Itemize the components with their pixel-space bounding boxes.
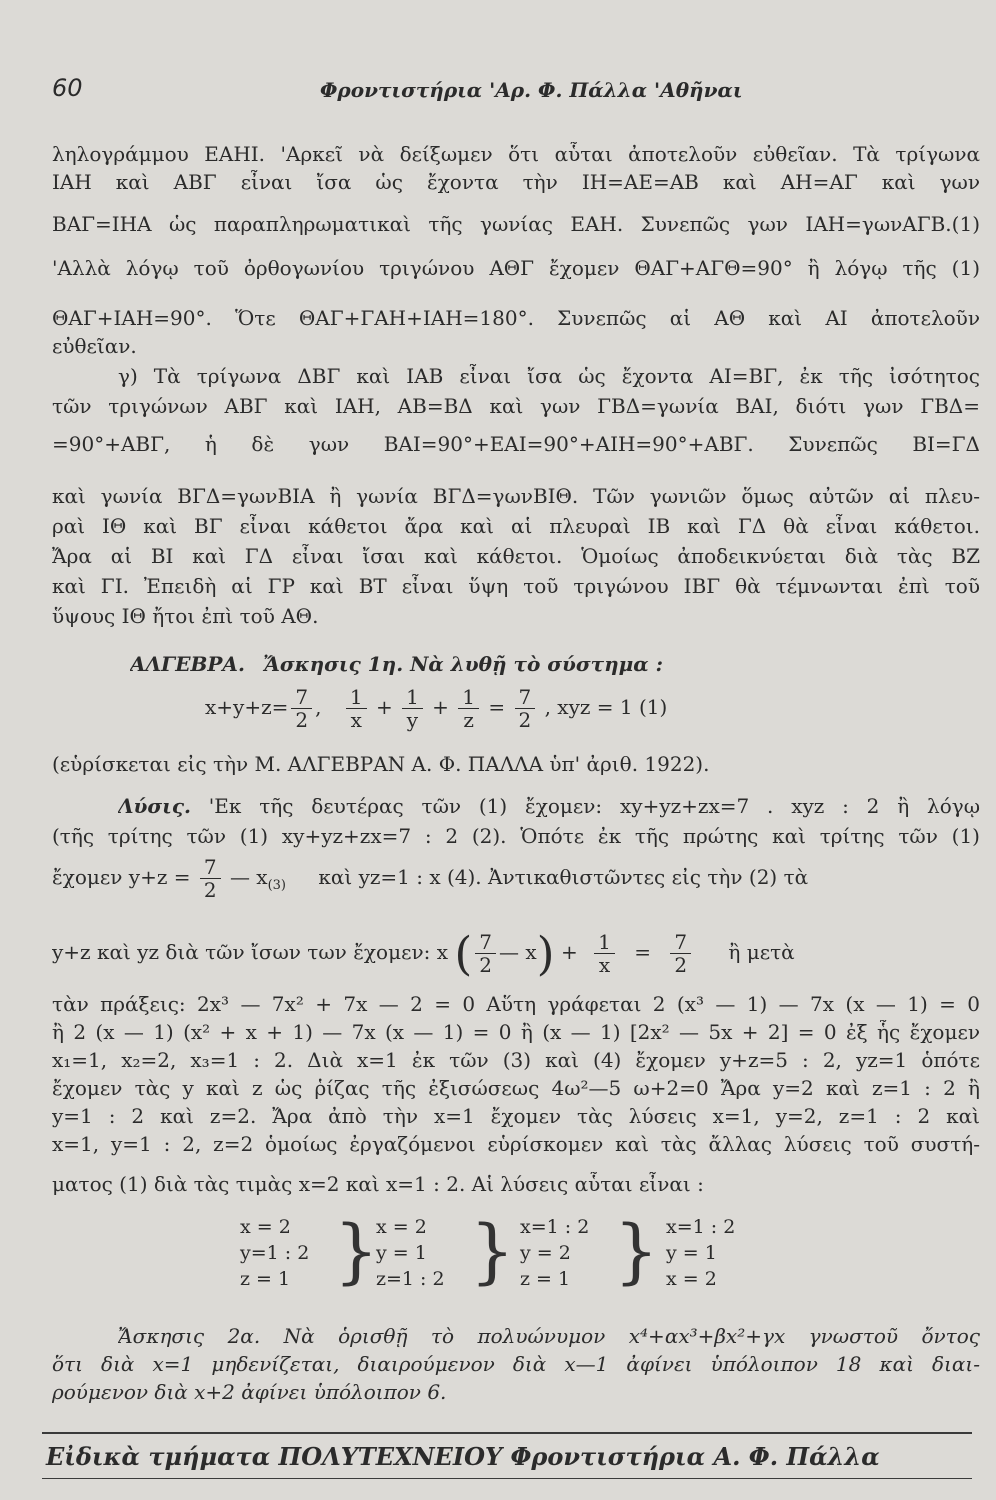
solution-line: ἢ 2 (x — 1) (x² + x + 1) — 7x (x — 1) = 0 ἢ (x — 1) [2x² — 5x + 2] = 0 ἐξ ἧς ἔχομεν	[52, 1020, 980, 1044]
fraction: $\frac{1}{y}$	[402, 686, 423, 731]
section-title: ΑΛΓΕΒΡΑ.	[130, 652, 245, 676]
footer-rule	[42, 1432, 972, 1434]
solution-set: x=1 : 2 y = 2 z = 1	[520, 1216, 590, 1290]
solution-line: ἔχομεν y+z = $\frac{7}{2}$ — $x_{(3)}$ καὶ yz=1 : x (4). Ἀντικαθιστῶντες εἰς τὴν (2) τὰ	[52, 855, 809, 902]
solution-line: τὰν πράξεις: 2x³ — 7x² + 7x — 2 = 0 Αὕτη γράφεται 2 (x³ — 1) — 7x (x — 1) = 0	[52, 992, 980, 1016]
solution-line: y=1 : 2 καὶ z=2. Ἄρα ἀπὸ τὴν x=1 ἔχομεν τὰς λύσεις x=1, y=2, z=1 : 2 καὶ	[52, 1104, 980, 1128]
running-head: Φροντιστήρια 'Αρ. Φ. Πάλλα 'Αθῆναι	[320, 78, 743, 102]
fraction: $\frac{7}{2}$	[291, 686, 312, 731]
brace: }	[334, 1210, 379, 1292]
text-line: ληλογράμμου ΕΑΗΙ. 'Αρκεῖ νὰ δείξωμεν ὅτι αὗται ἀποτελοῦν εὐθεῖαν. Τὰ τρίγωνα	[52, 142, 980, 166]
exercise-2-line: ρούμενον διὰ x+2 ἀφίνει ὑπόλοιπον 6.	[52, 1380, 447, 1404]
solution-line: (τῆς τρίτης τῶν (1) xy+yz+zx=7 : 2 (2). Ὁπότε ἐκ τῆς πρώτης καὶ τρίτης τῶν (1)	[52, 824, 980, 848]
solution-line: x=1, y=1 : 2, z=2 ὁμοίως ἐργαζόμενοι εὑρίσκομεν καὶ τὰς ἄλλας λύσεις τοῦ συστή-	[52, 1132, 980, 1156]
text-line: ὕψους ΙΘ ἤτοι ἐπὶ τοῦ ΑΘ.	[52, 604, 319, 628]
fraction: $\frac{1}{x}$	[594, 931, 615, 976]
text-line: καὶ γωνία ΒΓΔ=γωνΒΙΑ ἢ γωνία ΒΓΔ=γωνΒΙΘ. Τῶν γωνιῶν ὅμως αὐτῶν αἱ πλευ-	[52, 484, 980, 508]
fraction: $\frac{1}{z}$	[458, 686, 479, 731]
exercise-2-line: Ἄσκησις 2α. Νὰ ὁρισθῇ τὸ πολυώνυμον x⁴+αx³+βx²+γx γνωστοῦ ὄντος	[118, 1324, 980, 1348]
solution-set: x=1 : 2 y = 1 x = 2	[666, 1216, 736, 1290]
text-line: καὶ ΓΙ. Ἐπειδὴ αἱ ΓΡ καὶ ΒΤ εἶναι ὕψη τοῦ τριγώνου ΙΒΓ θὰ τέμνωνται ἐπὶ τοῦ	[52, 574, 980, 598]
solution-line: x₁=1, x₂=2, x₃=1 : 2. Διὰ x=1 ἐκ τῶν (3) καὶ (4) ἔχομεν y+z=5 : 2, yz=1 ὁπότε	[52, 1048, 980, 1072]
system-equation: x+y+z= $\frac{7}{2}$ , $\frac{1}{x}$ + $\frac{1}{y}$ + $\frac{1}{z}$ = $\frac{7}{2}$ , xyz = 1 (1)	[205, 685, 668, 732]
text-line: =90°+ΑΒΓ, ἡ δὲ γων ΒΑΙ=90°+ΕΑΙ=90°+ΑΙΗ=90°+ΑΒΓ. Συνεπῶς ΒΙ=ΓΔ	[52, 432, 980, 456]
text-line: ΘΑΓ+ΙΑΗ=90°. Ὅτε ΘΑΓ+ΓΑΗ+ΙΑΗ=180°. Συνεπῶς αἱ ΑΘ καὶ ΑΙ ἀποτελοῦν	[52, 306, 980, 330]
fraction: $\frac{1}{x}$	[346, 686, 367, 731]
solution-set: x = 2 y = 1 z=1 : 2	[376, 1216, 445, 1290]
fraction: $\frac{7}{2}$	[475, 931, 496, 976]
footer-rule	[42, 1478, 972, 1479]
page-number: 60	[52, 74, 83, 102]
exercise-title: Ἄσκησις 1η. Νὰ λυθῇ τὸ σύστημα :	[263, 652, 664, 676]
text-line: ραὶ ΙΘ καὶ ΒΓ εἶναι κάθετοι ἄρα καὶ αἱ πλευραὶ ΙΒ καὶ ΓΔ θὰ εἶναι κάθετοι.	[52, 514, 980, 538]
text-line: γ) Τὰ τρίγωνα ΔΒΓ καὶ ΙΑΒ εἶναι ἴσα ὡς ἔχοντα ΑΙ=ΒΓ, ἐκ τῆς ἰσότητος	[118, 364, 980, 388]
solution-line: ματος (1) διὰ τὰς τιμὰς x=2 καὶ x=1 : 2. Αἱ λύσεις αὗται εἶναι :	[52, 1172, 704, 1196]
fraction: $\frac{7}{2}$	[670, 931, 691, 976]
text-line: ΙΑΗ καὶ ΑΒΓ εἶναι ἴσα ὡς ἔχοντα τὴν ΙΗ=ΑΕ=ΑΒ καὶ ΑΗ=ΑΓ καὶ γων	[52, 170, 980, 194]
text-line: Ἄρα αἱ ΒΙ καὶ ΓΔ εἶναι ἴσαι καὶ κάθετοι. Ὁμοίως ἀποδεικνύεται διὰ τὰς ΒΖ	[52, 544, 980, 568]
source-reference: (εὑρίσκεται εἰς τὴν Μ. ΑΛΓΕΒΡΑΝ Α. Φ. ΠΑΛΛΑ ὑπ' ἀριθ. 1922).	[52, 752, 710, 776]
footer-text: Εἰδικὰ τμήματα ΠΟΛΥΤΕΧΝΕΙΟΥ Φροντιστήρια Α. Φ. Πάλλα	[46, 1442, 880, 1471]
fraction: $\frac{7}{2}$	[515, 686, 536, 731]
text-line: 'Αλλὰ λόγῳ τοῦ ὀρθογωνίου τριγώνου ΑΘΓ ἔχομεν ΘΑΓ+ΑΓΘ=90° ἢ λόγῳ τῆς (1)	[52, 256, 980, 280]
solution-line: ἔχομεν τὰς y καὶ z ὡς ῥίζας τῆς ἐξισώσεως 4ω²—5 ω+2=0 Ἄρα y=2 καὶ z=1 : 2 ἢ	[52, 1076, 980, 1100]
solution-line: Λύσις. 'Εκ τῆς δευτέρας τῶν (1) ἔχομεν: xy+yz+zx=7 . xyz : 2 ἢ λόγῳ	[118, 794, 980, 818]
fraction: $\frac{7}{2}$	[200, 856, 221, 901]
solution-set: x = 2 y=1 : 2 z = 1	[240, 1216, 310, 1290]
text-line: ΒΑΓ=ΙΗΑ ὡς παραπληρωματικαὶ τῆς γωνίας ΕΑΗ. Συνεπῶς γων ΙΑΗ=γωνΑΓΒ.(1)	[52, 212, 980, 236]
algebra-heading	[130, 652, 980, 676]
text-line: τῶν τριγώνων ΑΒΓ καὶ ΙΑΗ, ΑΒ=ΒΔ καὶ γων ΓΒΔ=γωνία ΒΑΙ, διότι γων ΓΒΔ=	[52, 394, 980, 418]
brace: }	[614, 1210, 659, 1292]
brace: }	[470, 1210, 515, 1292]
solution-line: y+z καὶ yz διὰ τῶν ἴσων των ἔχομεν: x ( $\frac{7}{2}$ — x) + $\frac{1}{x}$ = $\frac{7}{2}$ ἢ μετὰ	[52, 926, 795, 981]
exercise-2-line: ὅτι διὰ x=1 μηδενίζεται, διαιρούμενον διὰ x—1 ἀφίνει ὑπόλοιπον 18 καὶ διαι-	[52, 1352, 980, 1376]
text-line: εὐθεῖαν.	[52, 334, 137, 358]
